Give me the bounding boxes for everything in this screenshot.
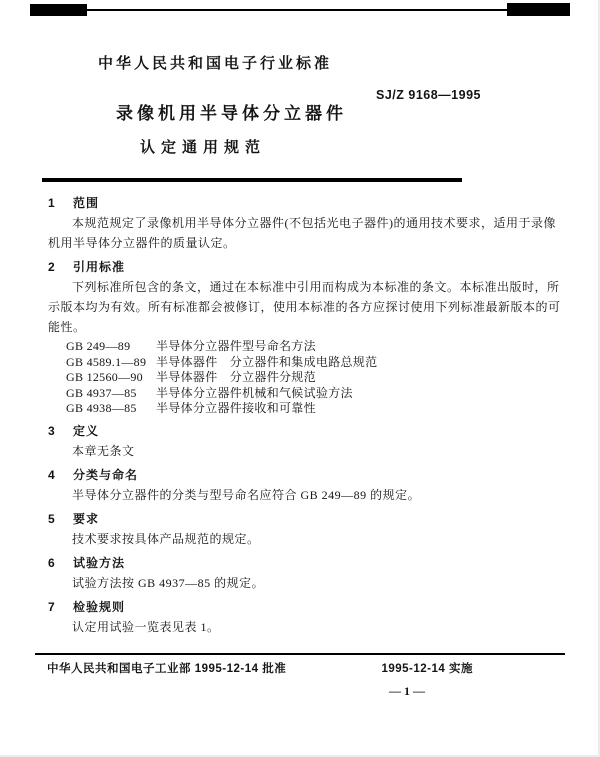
reference-item — [66, 386, 562, 402]
reference-item — [66, 355, 562, 371]
section-heading — [48, 193, 562, 213]
section-heading — [48, 597, 562, 617]
reference-title: 半导体分立器件机械和气候试验方法 — [156, 385, 353, 400]
section-number: 7 — [48, 599, 56, 614]
standard-category-label: 中华人民共和国电子行业标准 — [98, 55, 333, 72]
reference-title: 半导体分立器件型号命名方法 — [156, 339, 316, 353]
section-number: 6 — [48, 555, 56, 570]
reference-title: 半导体器件 分立器件和集成电路总规范 — [156, 354, 378, 369]
section-heading — [48, 509, 562, 529]
section-number: 2 — [48, 260, 56, 274]
section-test-methods — [48, 553, 562, 593]
section-heading — [48, 421, 562, 441]
reference-code: GB 4937—85 — [66, 385, 137, 400]
section-paragraph: 认定用试验一览表见表 1。 — [72, 619, 220, 634]
reference-code: GB 4589.1—89 — [66, 354, 147, 369]
section-paragraph: 本章无条文 — [72, 443, 135, 458]
section-title: 引用标准 — [73, 260, 126, 274]
section-heading — [48, 465, 562, 485]
section-number: 3 — [48, 423, 56, 438]
reference-title: 半导体器件 分立器件分规范 — [156, 370, 316, 384]
section-title: 检验规则 — [73, 599, 126, 614]
section-title: 范围 — [73, 196, 100, 210]
page-number: — 1 — — [389, 684, 425, 698]
approval-statement: 中华人民共和国电子工业部 1995-12-14 批准 — [47, 663, 287, 675]
section-heading — [48, 257, 562, 277]
standard-number: SJ/Z 9168—1995 — [376, 88, 481, 102]
section-number: 1 — [48, 196, 56, 210]
reference-code: GB 12560—90 — [66, 370, 143, 384]
section-title: 分类与命名 — [73, 467, 139, 482]
reference-item — [66, 370, 562, 386]
document-header — [0, 0, 600, 185]
section-paragraph: 技术要求按具体产品规范的规定。 — [72, 531, 260, 546]
section-referenced-standards — [48, 257, 562, 417]
section-paragraph: 试验方法按 GB 4937—85 的规定。 — [72, 575, 265, 590]
scan-artifact-right-block — [507, 3, 570, 16]
reference-code: GB 249—89 — [66, 339, 131, 353]
section-definitions — [48, 421, 562, 461]
section-heading — [48, 553, 562, 573]
section-inspection-rules — [48, 597, 562, 637]
document-body — [0, 185, 600, 639]
section-title: 要求 — [73, 511, 100, 526]
reference-title: 半导体分立器件接收和可靠性 — [156, 401, 316, 415]
section-paragraph: 半导体分立器件的分类与型号命名应符合 GB 249—89 的规定。 — [72, 487, 421, 502]
document-title-line1: 录像机用半导体分立器件 — [116, 104, 347, 123]
reference-item — [66, 401, 562, 417]
section-scope — [48, 193, 562, 253]
section-number: 5 — [48, 511, 56, 526]
reference-item — [66, 339, 562, 355]
section-requirements — [48, 509, 562, 549]
section-paragraph: 本规范规定了录像机用半导体分立器件(不包括光电子器件)的通用技术要求，适用于录像机用半导体分立器件的质量认定。 — [48, 216, 556, 250]
reference-code: GB 4938—85 — [66, 401, 137, 415]
scan-artifact-top-line — [30, 9, 570, 11]
footer-divider-rule — [35, 653, 565, 655]
section-number: 4 — [48, 467, 56, 482]
document-footer — [0, 653, 600, 757]
reference-list — [48, 339, 562, 417]
title-divider-rule — [42, 178, 462, 182]
document-title-line2: 认定通用规范 — [140, 139, 267, 156]
section-title: 定义 — [73, 423, 100, 438]
footer-row — [35, 660, 565, 678]
section-classification-naming — [48, 465, 562, 505]
section-paragraph: 下列标准所包含的条文，通过在本标准中引用而构成为本标准的条文。本标准出版时，所示版本均为有效。所有标准都会被修订，使用本标准的各方应探讨使用下列标准最新版本的可能性。 — [48, 280, 561, 334]
implementation-date: 1995-12-14 实施 — [381, 663, 473, 675]
section-title: 试验方法 — [73, 555, 126, 570]
